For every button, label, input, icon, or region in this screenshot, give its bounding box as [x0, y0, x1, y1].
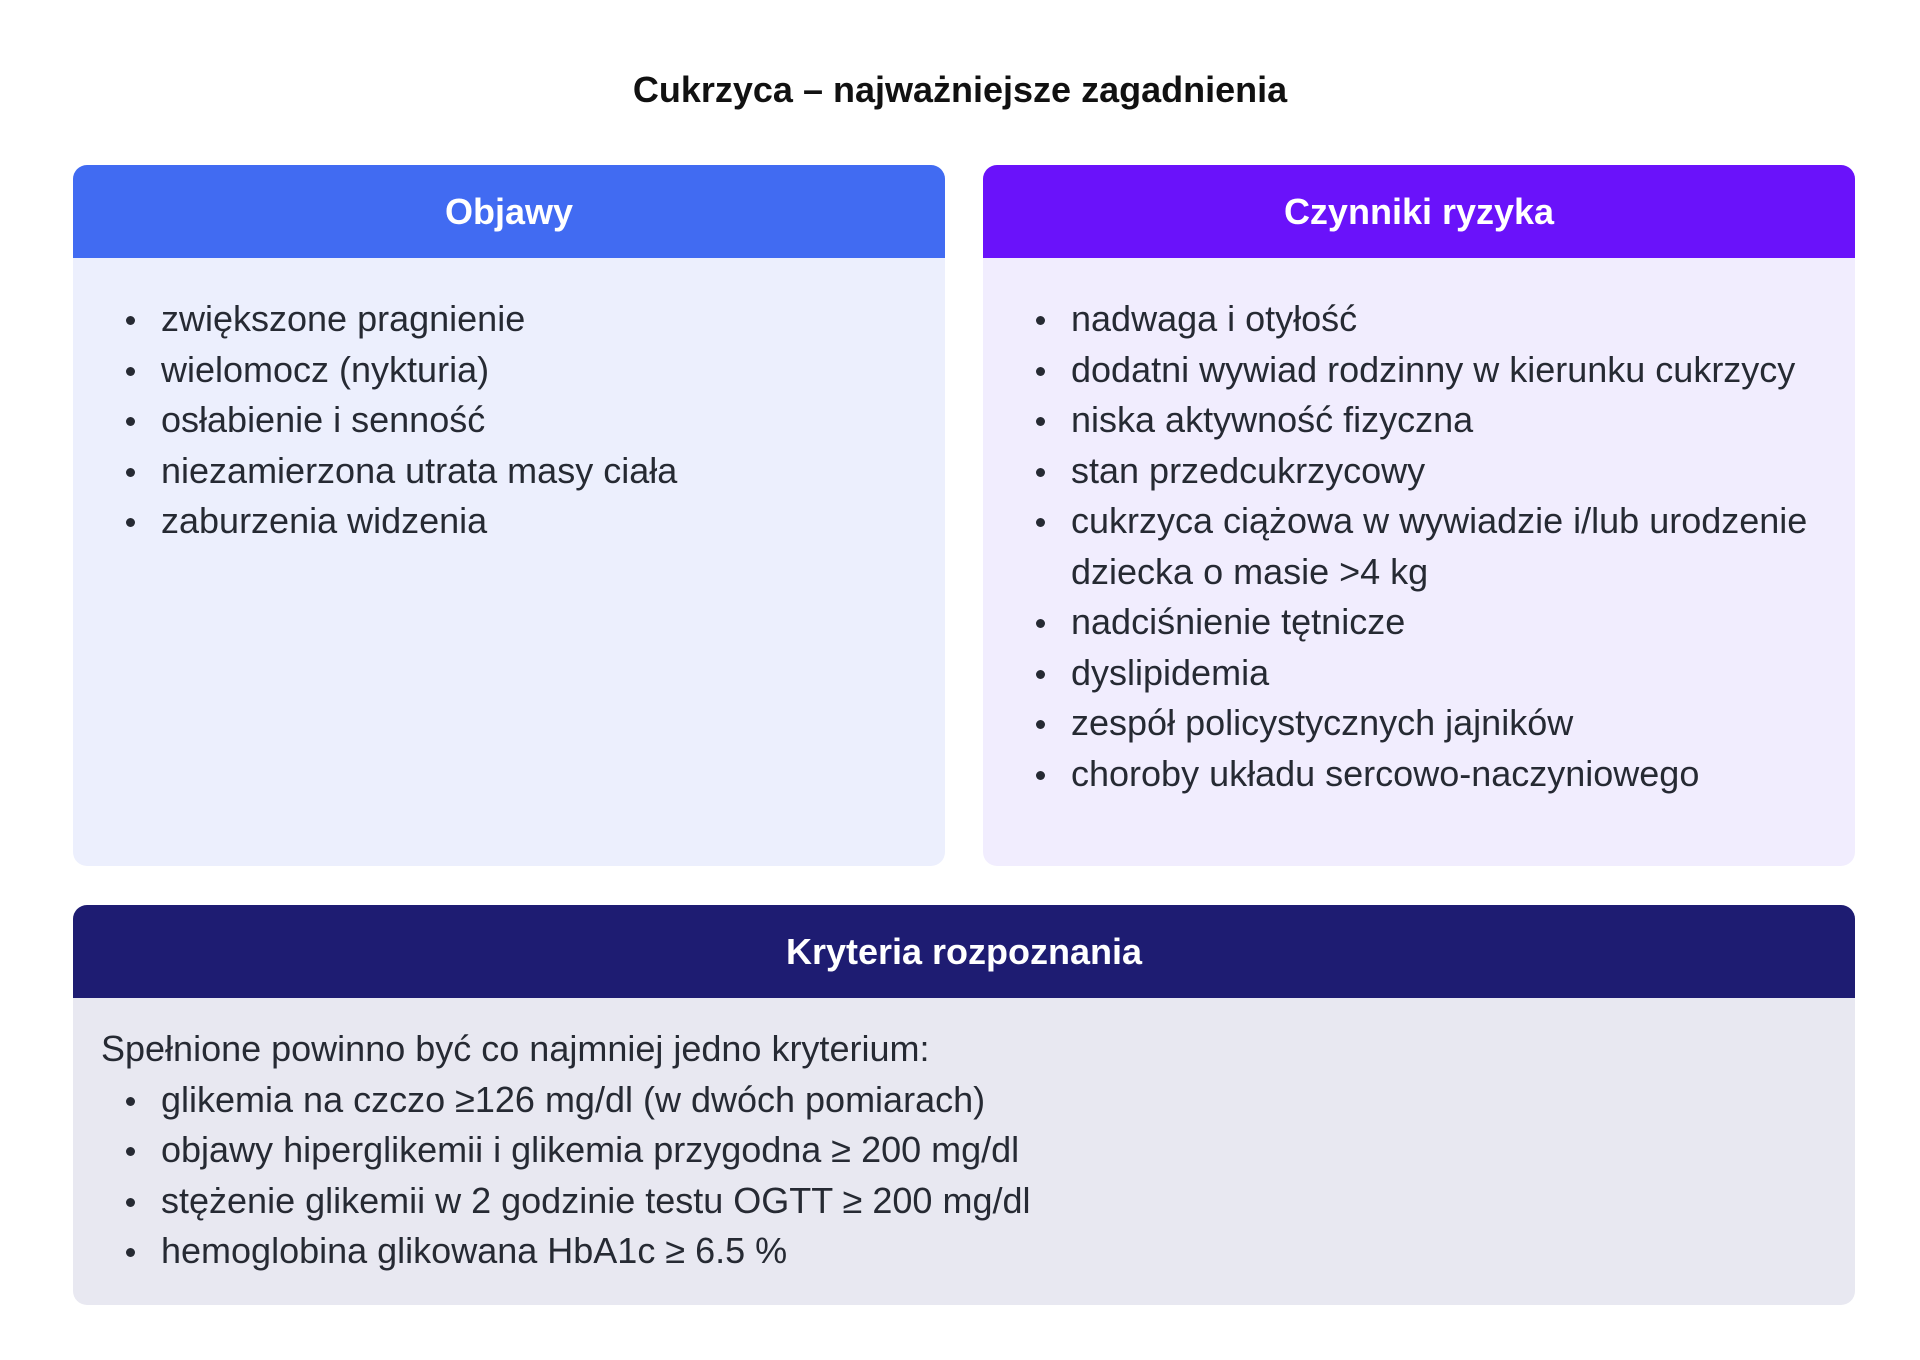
criterion-item: hemoglobina glikowana HbA1c ≥ 6.5 % [101, 1226, 1835, 1277]
symptoms-header: Objawy [73, 165, 945, 258]
risk-factor-item: cukrzyca ciążowa w wywiadzie i/lub urodzenie dziecka o masie >4 kg [1011, 496, 1835, 597]
risk-factors-header: Czynniki ryzyka [983, 165, 1855, 258]
risk-factor-item: dyslipidemia [1011, 648, 1835, 699]
criterion-item: glikemia na czczo ≥126 mg/dl (w dwóch pomiarach) [101, 1075, 1835, 1126]
symptoms-list [73, 258, 945, 547]
symptoms-body [73, 258, 945, 866]
risk-factor-item: nadciśnienie tętnicze [1011, 597, 1835, 648]
symptom-item: osłabienie i senność [101, 395, 925, 446]
symptoms-card [73, 165, 945, 866]
symptom-item: zwiększone pragnienie [101, 294, 925, 345]
criteria-header: Kryteria rozpoznania [73, 905, 1855, 998]
criterion-item: stężenie glikemii w 2 godzinie testu OGTT ≥ 200 mg/dl [101, 1176, 1835, 1227]
risk-factors-card [983, 165, 1855, 866]
risk-factors-body [983, 258, 1855, 866]
criteria-card [73, 905, 1855, 1305]
risk-factor-item: choroby układu sercowo-naczyniowego [1011, 749, 1835, 800]
risk-factor-item: zespół policystycznych jajników [1011, 698, 1835, 749]
criteria-body [73, 998, 1855, 1305]
risk-factor-item: dodatni wywiad rodzinny w kierunku cukrzycy [1011, 345, 1835, 396]
risk-factor-item: stan przedcukrzycowy [1011, 446, 1835, 497]
risk-factor-item: nadwaga i otyłość [1011, 294, 1835, 345]
criteria-intro: Spełnione powinno być co najmniej jedno kryterium: [101, 1028, 930, 1069]
risk-factor-item: niska aktywność fizyczna [1011, 395, 1835, 446]
page-title: Cukrzyca – najważniejsze zagadnienia [632, 69, 1288, 110]
symptom-item: niezamierzona utrata masy ciała [101, 446, 925, 497]
risk-factors-list [983, 258, 1855, 799]
symptom-item: wielomocz (nykturia) [101, 345, 925, 396]
symptom-item: zaburzenia widzenia [101, 496, 925, 547]
criteria-list [73, 1075, 1855, 1277]
criterion-item: objawy hiperglikemii i glikemia przygodna ≥ 200 mg/dl [101, 1125, 1835, 1176]
